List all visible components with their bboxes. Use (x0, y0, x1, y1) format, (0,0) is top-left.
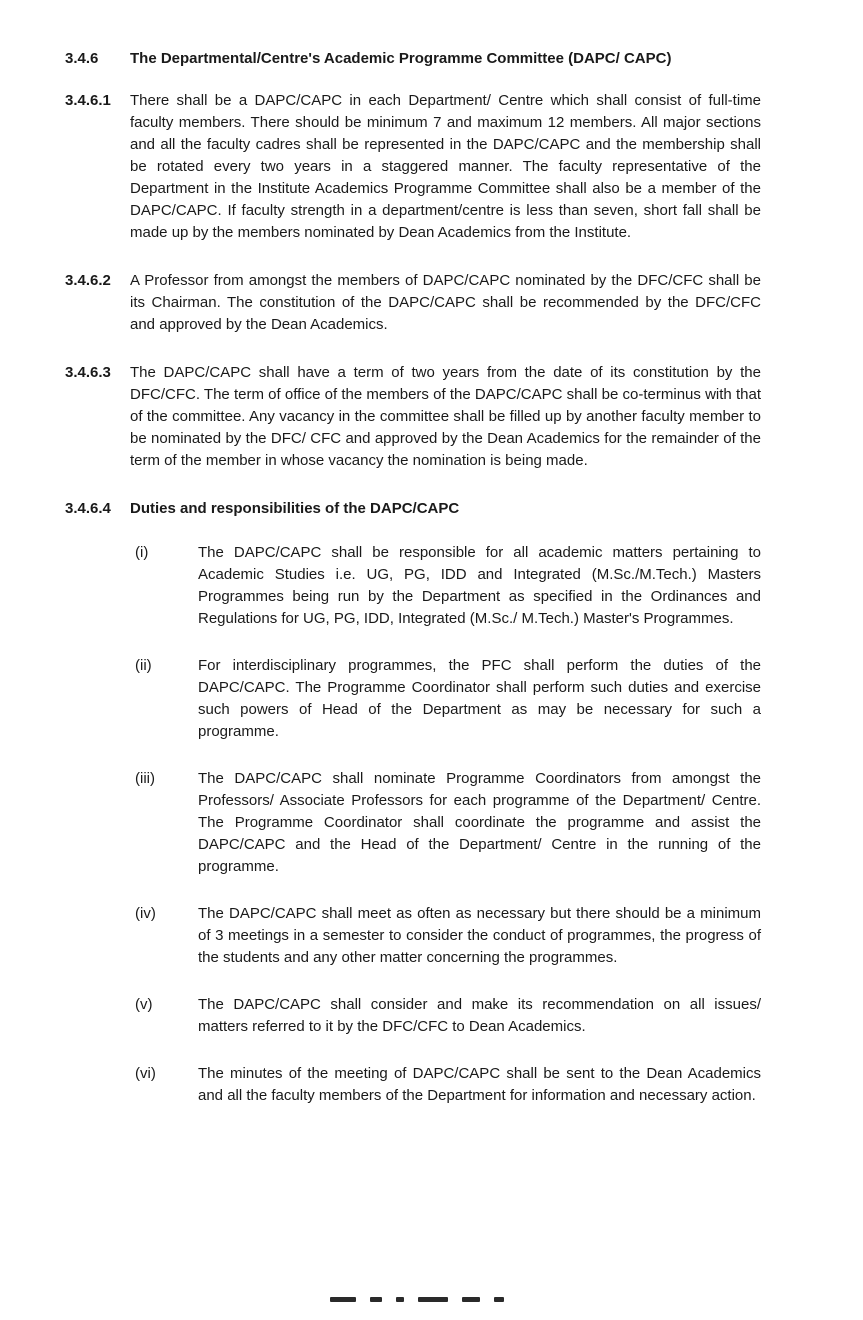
list-item-text: For interdisciplinary programmes, the PFC shall perform the duties of the DAPC/CAPC. The Programme Coordinator shall perform such duties and exercise such powers of Head of the Department as may be necessary for such a programme. (198, 657, 761, 740)
paragraph-number: 3.4.6.2 (65, 272, 111, 289)
paragraph-text: A Professor from amongst the members of DAPC/CAPC nominated by the DFC/CFC shall be its Chairman. The constitution of the DAPC/CAPC shall be recommended by the DFC/CFC and approved by the Dean Academics. (130, 272, 761, 333)
list-item (135, 994, 761, 1038)
list-item-label: (vi) (135, 1065, 156, 1082)
section-title: The Departmental/Centre's Academic Programme Committee (DAPC/ CAPC) (130, 50, 672, 67)
list-item-label: (i) (135, 544, 149, 561)
list-item (135, 655, 761, 743)
paragraph-number: 3.4.6.1 (65, 92, 111, 109)
subsection-heading (65, 498, 761, 520)
cut-off-text-artifact (330, 1297, 504, 1302)
list-item (135, 542, 761, 630)
list-item (135, 1063, 761, 1107)
paragraph-number: 3.4.6.3 (65, 364, 111, 381)
list-item (135, 768, 761, 878)
section-heading (65, 48, 761, 70)
list-item (135, 903, 761, 969)
list-item-label: (iv) (135, 905, 156, 922)
paragraph-text: There shall be a DAPC/CAPC in each Department/ Centre which shall consist of full-time faculty members. There should be minimum 7 and maximum 12 members. All major sections and all the faculty cadres shall be represented in the DAPC/CAPC and the membership shall be rotated every two years in a staggered manner. The faculty representative of the Department in the Institute Academics Programme Committee shall also be a member of the DAPC/CAPC. If faculty strength in a department/centre is less than seven, short fall shall be made up by the members nominated by Dean Academics from the Institute. (130, 92, 761, 241)
subsection-title: Duties and responsibilities of the DAPC/CAPC (130, 500, 460, 517)
section-number: 3.4.6 (65, 50, 99, 67)
list-item-text: The DAPC/CAPC shall meet as often as necessary but there should be a minimum of 3 meetings in a semester to consider the conduct of programmes, the progress of the students and any other matter concerning the programmes. (198, 905, 761, 966)
subsection-number: 3.4.6.4 (65, 500, 111, 517)
list-item-text: The DAPC/CAPC shall be responsible for all academic matters pertaining to Academic Studies i.e. UG, PG, IDD and Integrated (M.Sc./M.Tech.) Masters Programmes being run by the Department as specified in the Ordinances and Regulations for UG, PG, IDD, Integrated (M.Sc./ M.Tech.) Master's Programmes. (198, 544, 761, 627)
list-block (65, 542, 761, 1107)
paragraph-row (65, 90, 761, 244)
paragraph-row (65, 270, 761, 336)
list-item-text: The DAPC/CAPC shall consider and make its recommendation on all issues/ matters referred to it by the DFC/CFC to Dean Academics. (198, 996, 761, 1035)
paragraph-row (65, 362, 761, 472)
list-item-label: (v) (135, 996, 153, 1013)
paragraph-text: The DAPC/CAPC shall have a term of two years from the date of its constitution by the DFC/CFC. The term of office of the members of the DAPC/CAPC shall be co-terminus with that of the committee. Any vacancy in the committee shall be filled up by another faculty member to be nominated by the DFC/ CFC and approved by the Dean Academics for the remainder of the term of the member in whose vacancy the nomination is being made. (130, 364, 761, 469)
list-item-text: The minutes of the meeting of DAPC/CAPC shall be sent to the Dean Academics and all the faculty members of the Department for information and necessary action. (198, 1065, 761, 1104)
list-item-label: (iii) (135, 770, 155, 787)
list-item-text: The DAPC/CAPC shall nominate Programme Coordinators from amongst the Professors/ Associate Professors for each programme of the Department/ Centre. The Programme Coordinator shall coordinate the programme and assist the DAPC/CAPC and the Head of the Department/ Centre in the running of the programme. (198, 770, 761, 875)
list-item-label: (ii) (135, 657, 152, 674)
